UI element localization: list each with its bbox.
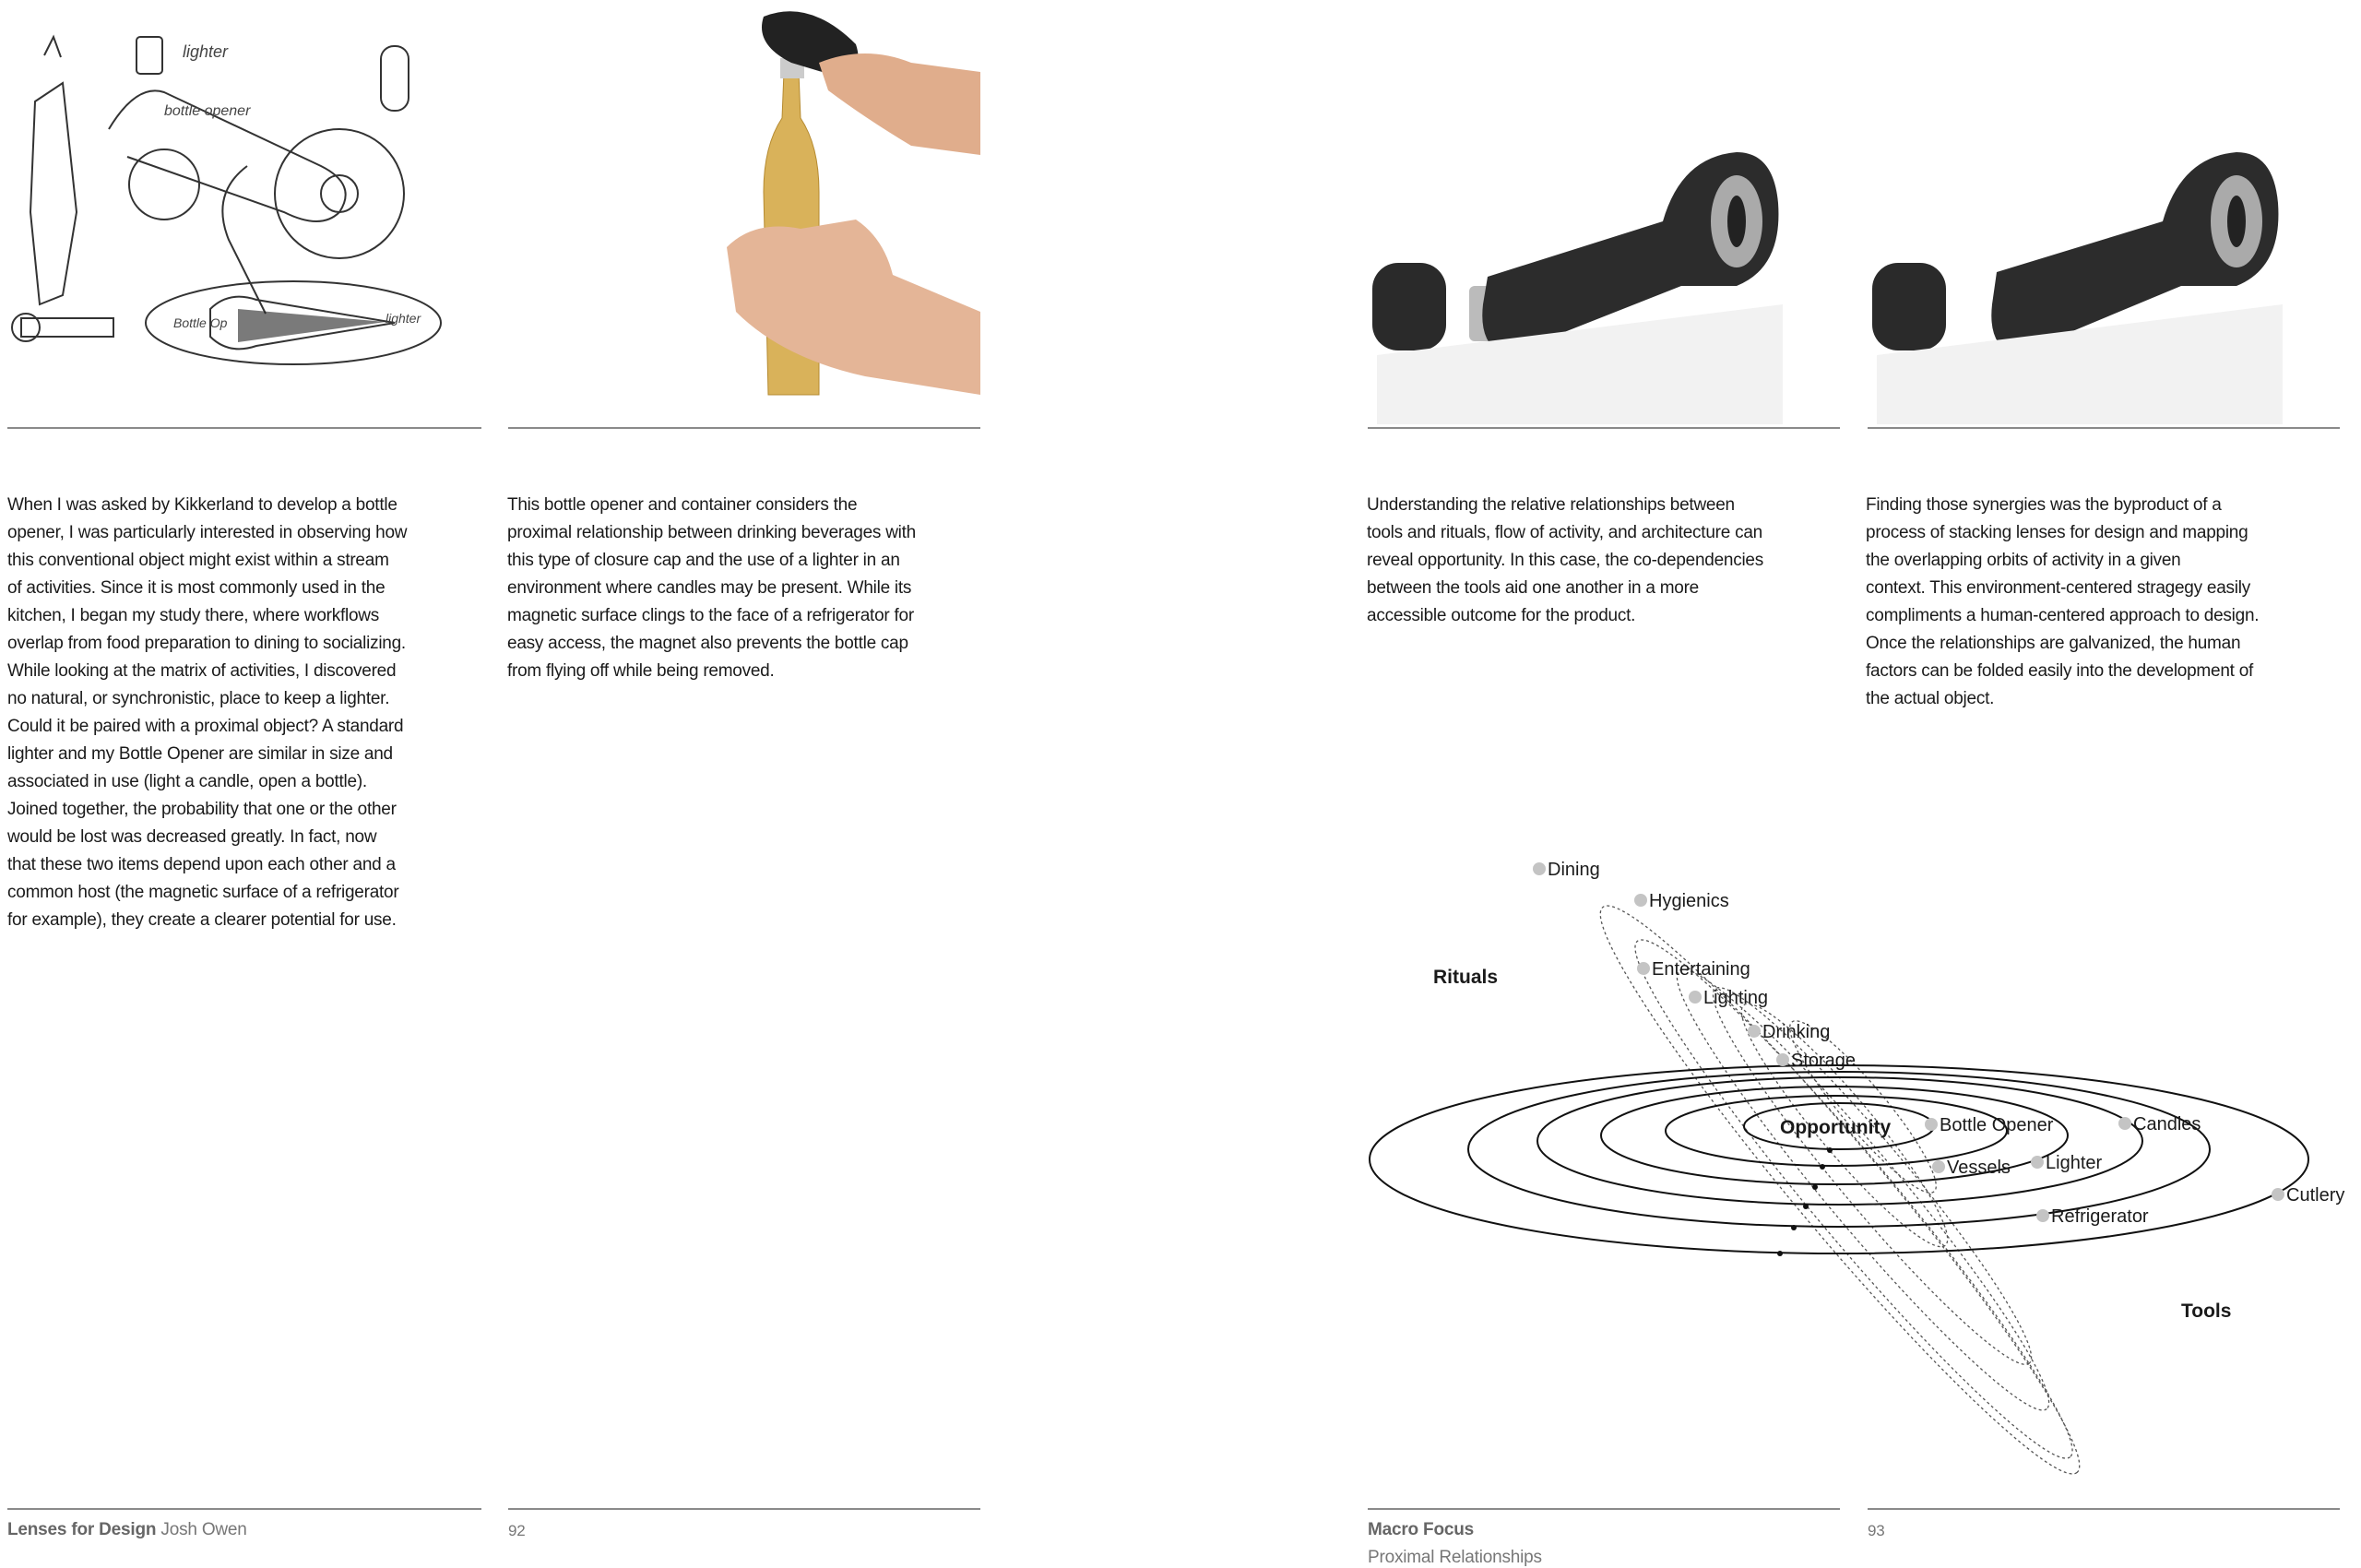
node-label: Dining <box>1548 860 1600 880</box>
page-number-left: 92 <box>508 1522 526 1539</box>
node-label: Entertaining <box>1652 959 1750 980</box>
node-label: Bottle Opener <box>1940 1115 2054 1135</box>
tool-node <box>1932 1158 2011 1178</box>
book-title: Lenses for Design <box>7 1520 157 1539</box>
text-line: proximal relationship between drinking beverages with <box>507 523 917 542</box>
text-line: that these two items depend upon each other and a <box>7 855 396 874</box>
text-line: opener, I was particularly interested in observing how <box>7 523 408 542</box>
footer-rule <box>1368 1508 1840 1510</box>
text-line: overlap from food preparation to dining to socializing. <box>7 634 406 653</box>
text-line: from flying off while being removed. <box>507 661 775 681</box>
text-line: accessible outcome for the product. <box>1367 606 1636 625</box>
ritual-node <box>1689 988 1768 1008</box>
ritual-node <box>1637 959 1750 980</box>
node-label: Vessels <box>1947 1158 2011 1178</box>
text-line: Could it be paired with a proximal object? A standard <box>7 717 404 736</box>
section-name: Macro Focus <box>1368 1520 1474 1539</box>
footer-rule <box>1868 1508 2340 1510</box>
text-line: the overlapping orbits of activity in a given <box>1866 551 2181 570</box>
sketch-annotation: lighter <box>386 311 421 326</box>
text-line: of activities. Since it is most commonly used in the <box>7 578 386 598</box>
node-label: Lighting <box>1703 988 1769 1008</box>
text-line: environment where candles may be present. While its <box>507 578 912 598</box>
ritual-orbit <box>1607 915 2102 1483</box>
orbit-point <box>1777 1251 1783 1256</box>
node-dot <box>1533 862 1546 875</box>
text-line: This bottle opener and container considers the <box>507 495 858 515</box>
orbit-point <box>1827 1147 1833 1153</box>
orbit-point <box>1812 1184 1818 1190</box>
footer-rule <box>7 1508 481 1510</box>
text-line: Understanding the relative relationships between <box>1367 495 1735 515</box>
node-label: Storage <box>1791 1051 1857 1071</box>
text-line: for example), they create a clearer potential for use. <box>7 910 397 930</box>
text-line: lighter and my Bottle Opener are similar in size and <box>7 744 393 764</box>
text-line: Finding those synergies was the byproduct of a <box>1866 495 2222 515</box>
node-label: Drinking <box>1762 1022 1831 1042</box>
node-label: Hygienics <box>1649 891 1729 911</box>
text-line: this type of closure cap and the use of a lighter in an <box>507 551 900 570</box>
tool-node <box>1925 1115 2054 1135</box>
sketch-annotation: lighter <box>183 42 229 61</box>
text-line: this conventional object might exist within a stream <box>7 551 389 570</box>
footer-book-info <box>7 1520 247 1540</box>
node-dot <box>1776 1053 1789 1066</box>
node-dot <box>1748 1025 1761 1038</box>
text-line: easy access, the magnet also prevents the bottle cap <box>507 634 908 653</box>
text-line: magnetic surface clings to the face of a refrigerator for <box>507 606 914 625</box>
tool-orbit <box>1370 1065 2308 1253</box>
node-dot <box>2036 1209 2049 1222</box>
sketch-annotation: Bottle Op <box>173 315 228 330</box>
text-line: reveal opportunity. In this case, the co-dependencies <box>1367 551 1764 570</box>
node-label: Candles <box>2133 1114 2201 1134</box>
text-line: associated in use (light a candle, open a bottle). <box>7 772 367 791</box>
orbit-point <box>1803 1204 1809 1209</box>
node-dot <box>1932 1160 1945 1173</box>
text-line: Joined together, the probability that one or the other <box>7 800 397 819</box>
text-line: common host (the magnetic surface of a refrigerator <box>7 883 399 902</box>
text-line: When I was asked by Kikkerland to develop a bottle <box>7 495 397 515</box>
orbit-point <box>1820 1164 1825 1170</box>
axis-label-rituals: Rituals <box>1433 967 1499 988</box>
text-line: Once the relationships are galvanized, the human <box>1866 634 2241 653</box>
node-label: Cutlery <box>2286 1185 2345 1206</box>
footer-rule <box>508 1508 980 1510</box>
author: Josh Owen <box>160 1520 247 1539</box>
text-line: the actual object. <box>1866 689 1995 708</box>
tool-node <box>2031 1153 2102 1173</box>
tool-node <box>2036 1206 2149 1227</box>
text-line: compliments a human-centered approach to design. <box>1866 606 2260 625</box>
tool-node <box>2272 1185 2344 1206</box>
center-label-opportunity: Opportunity <box>1780 1117 1892 1138</box>
ritual-node <box>1634 891 1729 911</box>
node-dot <box>1925 1118 1938 1131</box>
text-line: would be lost was decreased greatly. In fact, now <box>7 827 377 847</box>
text-line: While looking at the matrix of activities, I discovered <box>7 661 397 681</box>
section-title <box>1368 1520 1474 1540</box>
node-dot <box>2118 1117 2131 1130</box>
ritual-node <box>1748 1022 1830 1042</box>
text-line: between the tools aid one another in a more <box>1367 578 1700 598</box>
node-dot <box>1637 962 1650 975</box>
node-label: Refrigerator <box>2051 1206 2149 1227</box>
text-line: factors can be folded easily into the development of <box>1866 661 2254 681</box>
sketch-annotation: bottle opener <box>164 103 251 119</box>
text-line: process of stacking lenses for design and mapping <box>1866 523 2248 542</box>
ritual-node <box>1776 1051 1856 1071</box>
text-line: kitchen, I began my study there, where workflows <box>7 606 380 625</box>
node-dot <box>2272 1188 2284 1201</box>
node-dot <box>2031 1156 2044 1169</box>
text-line: context. This environment-centered stragegy easily <box>1866 578 2250 598</box>
subsection-title: Proximal Relationships <box>1368 1548 1542 1567</box>
node-dot <box>1634 894 1647 907</box>
node-dot <box>1689 991 1702 1004</box>
tool-node <box>2118 1114 2201 1134</box>
ritual-node <box>1533 860 1600 880</box>
text-line: tools and rituals, flow of activity, and architecture can <box>1367 523 1762 542</box>
node-label: Lighter <box>2046 1153 2103 1173</box>
axis-label-tools: Tools <box>2181 1301 2232 1322</box>
orbit-point <box>1791 1225 1797 1230</box>
page-number-right: 93 <box>1868 1522 1885 1539</box>
text-line: no natural, or synchronistic, place to keep a lighter. <box>7 689 390 708</box>
